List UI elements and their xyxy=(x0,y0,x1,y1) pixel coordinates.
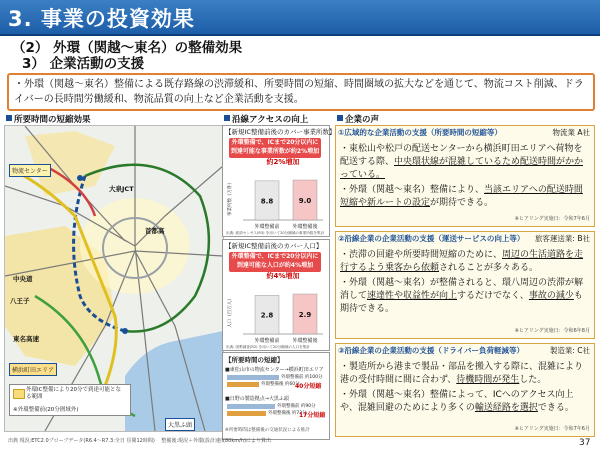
card-c-heading xyxy=(338,345,592,357)
route2-after-bar xyxy=(227,411,266,416)
text-run: ・外環（関越～東名）整備によって、ICへのアクセス向上や、混雑回避のためにより多くの xyxy=(340,390,574,413)
route1-before-bar xyxy=(227,375,279,380)
card-b-heading xyxy=(338,233,592,245)
access-column xyxy=(222,125,336,435)
chart2-title: 【新規IC整備前後のカバー人口】 xyxy=(225,242,323,250)
text-run: した。 xyxy=(519,375,547,385)
chart-note: 出典: 経済センサス(R3) を用いて20分圏域の事業所数を集計 xyxy=(226,231,325,235)
route1-after: 外環整備後 約60分 xyxy=(261,382,300,387)
voices-section-heading xyxy=(337,113,379,125)
text-run: ・東松山や松戸の配送センターから横浜町田エリアへ荷物を配送する際、 xyxy=(340,144,583,167)
text-run-underline: 事故の減少 xyxy=(528,291,574,301)
chart-note: 出典: 国勢調査(R2) を用いて20分圏域の人口を集計 xyxy=(226,345,310,349)
card-c-para2 xyxy=(340,389,590,415)
card-a-para1 xyxy=(340,143,590,182)
route2-before: 外環整備前 約90分 xyxy=(277,404,316,409)
route1-label: ■東松山市の物流センター→横浜町田エリア xyxy=(225,367,324,373)
text-run-underline: 周辺の生活道路を走行するよう乗客から依頼 xyxy=(340,250,584,273)
chart-value-label: 2.9 xyxy=(298,311,312,319)
subsection-subtitle: 3） 企業活動の支援 xyxy=(22,56,145,72)
chart-population xyxy=(222,239,330,351)
card-c-para1 xyxy=(340,361,590,387)
chart1-banner: 外環整備で、ICまで20分以内に到達可能な事業所数が約2%増加 xyxy=(229,138,321,158)
text-run: できる。 xyxy=(537,403,574,413)
card-b-company: 旅客運送業: B社 xyxy=(534,234,590,243)
card-a-body xyxy=(340,143,590,212)
legend-swatch xyxy=(13,389,25,399)
card-b-title: ②沿線企業の企業活動の支援（運送サービスの向上等） xyxy=(338,234,525,243)
text-run-underline: 待機時間が発生 xyxy=(456,375,520,385)
chart2-banner: 外環整備で、ICまで20分以内に到達可能な人口が約4%増加 xyxy=(229,252,321,272)
map-legend xyxy=(9,384,131,416)
map-label-chuo: 中央道 xyxy=(13,275,33,283)
chart-establishments xyxy=(222,125,336,237)
page-title: 3. 事業の投資効果 xyxy=(8,7,195,31)
route1-after-bar xyxy=(227,382,259,387)
text-run-underline: 輸送経路を選択 xyxy=(474,403,538,413)
travel-time-title: 【所要時間の短縮】 xyxy=(225,356,284,364)
route2-label: ■日野の製造拠点→大黒ふ頭 xyxy=(225,396,289,402)
text-run: するだけでなく、 xyxy=(457,291,529,301)
bullet-square-icon xyxy=(224,115,230,121)
legend-text: 外環IC整備により20分で到達可能となる範囲 xyxy=(26,387,121,400)
chart-category-label: 外環整備後 xyxy=(292,338,318,344)
chart-ylabel: 人口（百万人） xyxy=(228,296,233,328)
voice-card-c xyxy=(335,343,595,437)
travel-time-note: ※所要時間は整備後の交通状況による推計 xyxy=(225,428,310,433)
card-a-title: ①広域的な企業活動の支援（所要時間の短縮等） xyxy=(338,128,502,137)
chart-value-label: 9.0 xyxy=(298,197,312,205)
text-run-underline: 速達性や収益性が向上 xyxy=(367,291,458,301)
voice-card-b xyxy=(335,231,595,339)
text-run: も期待できる。 xyxy=(340,291,583,314)
chart-growth-label: 約2%増加 xyxy=(266,158,300,166)
chart-growth-label: 約4%増加 xyxy=(266,272,300,280)
route2-saving: 17分短縮 xyxy=(299,412,326,419)
travel-time-box xyxy=(222,352,330,440)
chart-category-label: 外環整備前 xyxy=(254,338,280,344)
text-run: ・渋滞の回避や所要時間短縮のために、 xyxy=(340,250,503,260)
text-run-underline: 当該エリアへの配送時間短縮や新ルートの設定 xyxy=(340,185,583,208)
text-run: が期待できる。 xyxy=(430,198,494,208)
text-run-underline: 中央環状線が混雑しているため配送時間がかかっている。 xyxy=(340,157,584,180)
access-section-heading xyxy=(224,113,308,125)
route2-before-bar xyxy=(227,404,275,409)
text-run: ・製造所から港まで製品・部品を搬入する際に、混雑により港の受付時間に間に合わず、 xyxy=(340,362,584,385)
route1-before: 外環整備前 約100分 xyxy=(281,375,323,380)
access-section-label: 沿線アクセスの向上 xyxy=(232,115,309,125)
card-b-para1 xyxy=(340,249,590,275)
map-label-shutoko: 首都高 xyxy=(145,227,165,235)
text-run: されることが多々ある。 xyxy=(439,263,539,273)
chart1-title: 【新規IC整備前後のカバー事業所数】 xyxy=(225,128,336,136)
card-a-company: 物流業 A社 xyxy=(552,128,590,137)
map-jct-marker xyxy=(122,328,128,334)
map-section-heading xyxy=(6,113,91,125)
card-c-company: 製造業: C社 xyxy=(549,346,590,355)
chart1-plot xyxy=(223,158,329,236)
card-c-body xyxy=(340,361,590,417)
chart-value-label: 2.8 xyxy=(260,311,274,320)
voices-section-label: 企業の声 xyxy=(345,115,380,125)
map-section-label: 所要時間の短縮効果 xyxy=(14,115,91,125)
bullet-square-icon xyxy=(6,115,12,121)
section-subtitle: （2） 外環（関越～東名）の整備効果 xyxy=(12,40,243,56)
legend-note: ※外環整備前(20分圏域外) xyxy=(13,407,79,413)
map-jct-marker xyxy=(77,175,83,181)
route2-after: 外環整備後 約73分 xyxy=(268,411,307,416)
map-label-osanbashi: 大黒ふ頭 xyxy=(165,418,195,431)
route-map xyxy=(4,125,224,432)
page-number: 37 xyxy=(579,438,591,448)
card-b-body xyxy=(340,249,590,318)
chart-category-label: 外環整備後 xyxy=(292,224,318,230)
text-run: ・外環（関越～東名）が整備されると、環八周辺の渋滞が解消して xyxy=(340,278,584,301)
bullet-square-icon xyxy=(337,115,343,121)
map-label-yokohama: 横浜町田エリア xyxy=(9,363,57,376)
text-run: ・外環（関越～東名）整備により、 xyxy=(340,185,485,195)
header-bar xyxy=(0,0,600,36)
map-label-tomei: 東名高速 xyxy=(13,335,39,343)
card-b-source: ※ヒアリング実施日：令和6年8月 xyxy=(514,328,590,334)
card-c-title: ③沿線企業の企業活動の支援（ドライバー負荷軽減等） xyxy=(338,346,524,355)
card-b-para2 xyxy=(340,277,590,316)
summary-box xyxy=(7,73,595,111)
route1-saving: 40分短縮 xyxy=(295,383,322,390)
map-label-hachioji: 八王子 xyxy=(10,297,30,305)
map-label-oizumi: 大泉JCT xyxy=(109,185,134,193)
card-a-para2 xyxy=(340,184,590,210)
chart-category-label: 外環整備前 xyxy=(254,224,280,230)
footer-source: 出典 現況:ETC2.0プローブデータ(R6.4～R7.3:全日 昼間12時間) 整備後:現況＋外環(設計速度80km/h)により算出 xyxy=(8,438,271,444)
card-c-source: ※ヒアリング実施日：令和7年6月 xyxy=(514,426,590,432)
summary-text: ・外環（関越～東名）整備による既存路線の渋滞緩和、所要時間の短縮、時間圏域の拡大などを通じて、物流コスト削減、ドライバーの長時間労働緩和、物流品質の向上など企業活動を支援。 xyxy=(14,79,584,105)
card-a-heading xyxy=(338,127,592,139)
chart-value-label: 8.8 xyxy=(260,197,274,206)
card-a-source: ※ヒアリング実施日：令和7年6月 xyxy=(514,216,590,222)
chart-ylabel: 事業所数（万件） xyxy=(228,180,233,216)
chart2-plot xyxy=(223,272,329,350)
voice-card-a xyxy=(335,125,595,227)
map-label-logistics: 物流センター xyxy=(9,164,51,177)
